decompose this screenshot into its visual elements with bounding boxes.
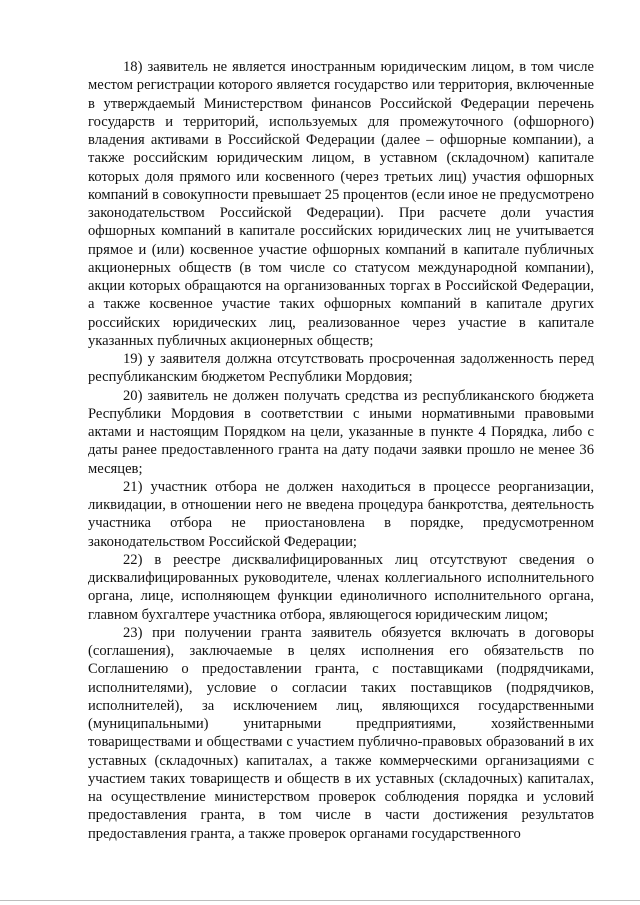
- paragraph-item-21: 21) участник отбора не должен находиться в процессе реорганизации, ликвидации, в отношении него не введена процедура банкротства, деятельность участника отбора не приостановлена в порядке, предусмотренном законодательством Российской Федерации;: [88, 478, 594, 550]
- paragraph-item-22: 22) в реестре дисквалифицированных лиц отсутствуют сведения о дисквалифицированных руководителе, членах коллегиального исполнительного органа, лице, исполняющем функции единоличного исполнительного органа, главном бухгалтере участника отбора, являющегося юридическим лицом;: [88, 551, 594, 623]
- document-page: [88, 58, 594, 843]
- page-bottom-edge: [0, 900, 640, 901]
- paragraph-item-19: 19) у заявителя должна отсутствовать просроченная задолженность перед республиканским бюджетом Республики Мордовия;: [88, 351, 594, 386]
- paragraph-item-20: 20) заявитель не должен получать средства из республиканского бюджета Республики Мордовия в соответствии с иными нормативными правовыми актами и настоящим Порядком на цели, указанные в пункте 4 Порядка, либо с даты ранее предоставленного гранта на дату подачи заявки прошло не менее 36 месяцев;: [88, 387, 594, 477]
- paragraph-item-23: 23) при получении гранта заявитель обязуется включать в договоры (соглашения), заключаемые в целях исполнения его обязательств по Соглашению о предоставлении гранта, с поставщиками (подрядчиками, исполнителями), условие о согласии таких поставщиков (подрядчиков, исполнителей), за исключением лиц, являющихся государственными (муниципальными) унитарными предприятиями, хозяйственными товариществами и обществами с участием публично-правовых образований в их уставных (складочных) капиталах, а также коммерческими организациями с участием таких товариществ и обществ в их уставных (складочных) капиталах, на осуществление министерством проверок соблюдения порядка и условий предоставления гранта, в том числе в части достижения результатов предоставления гранта, а также проверок органами государственного: [88, 624, 594, 842]
- paragraph-item-18: 18) заявитель не является иностранным юридическим лицом, в том числе местом регистрации которого является государство или территория, включенные в утверждаемый Министерством финансов Российской Федерации перечень государств и территорий, используемых для промежуточного (офшорного) владения активами в Российской Федерации (далее – офшорные компании), а также российским юридическим лицом, в уставном (складочном) капитале которых доля прямого или косвенного (через третьих лиц) участия офшорных компаний в совокупности превышает 25 процентов (если иное не предусмотрено законодательством Российской Федерации). При расчете доли участия офшорных компаний в капитале российских юридических лиц не учитывается прямое и (или) косвенное участие офшорных компаний в капитале публичных акционерных обществ (в том числе со статусом международной компании), акции которых обращаются на организованных торгах в Российской Федерации, а также косвенное участие таких офшорных компаний в капитале других российских юридических лиц, реализованное через участие в капитале указанных публичных акционерных обществ;: [88, 59, 594, 349]
